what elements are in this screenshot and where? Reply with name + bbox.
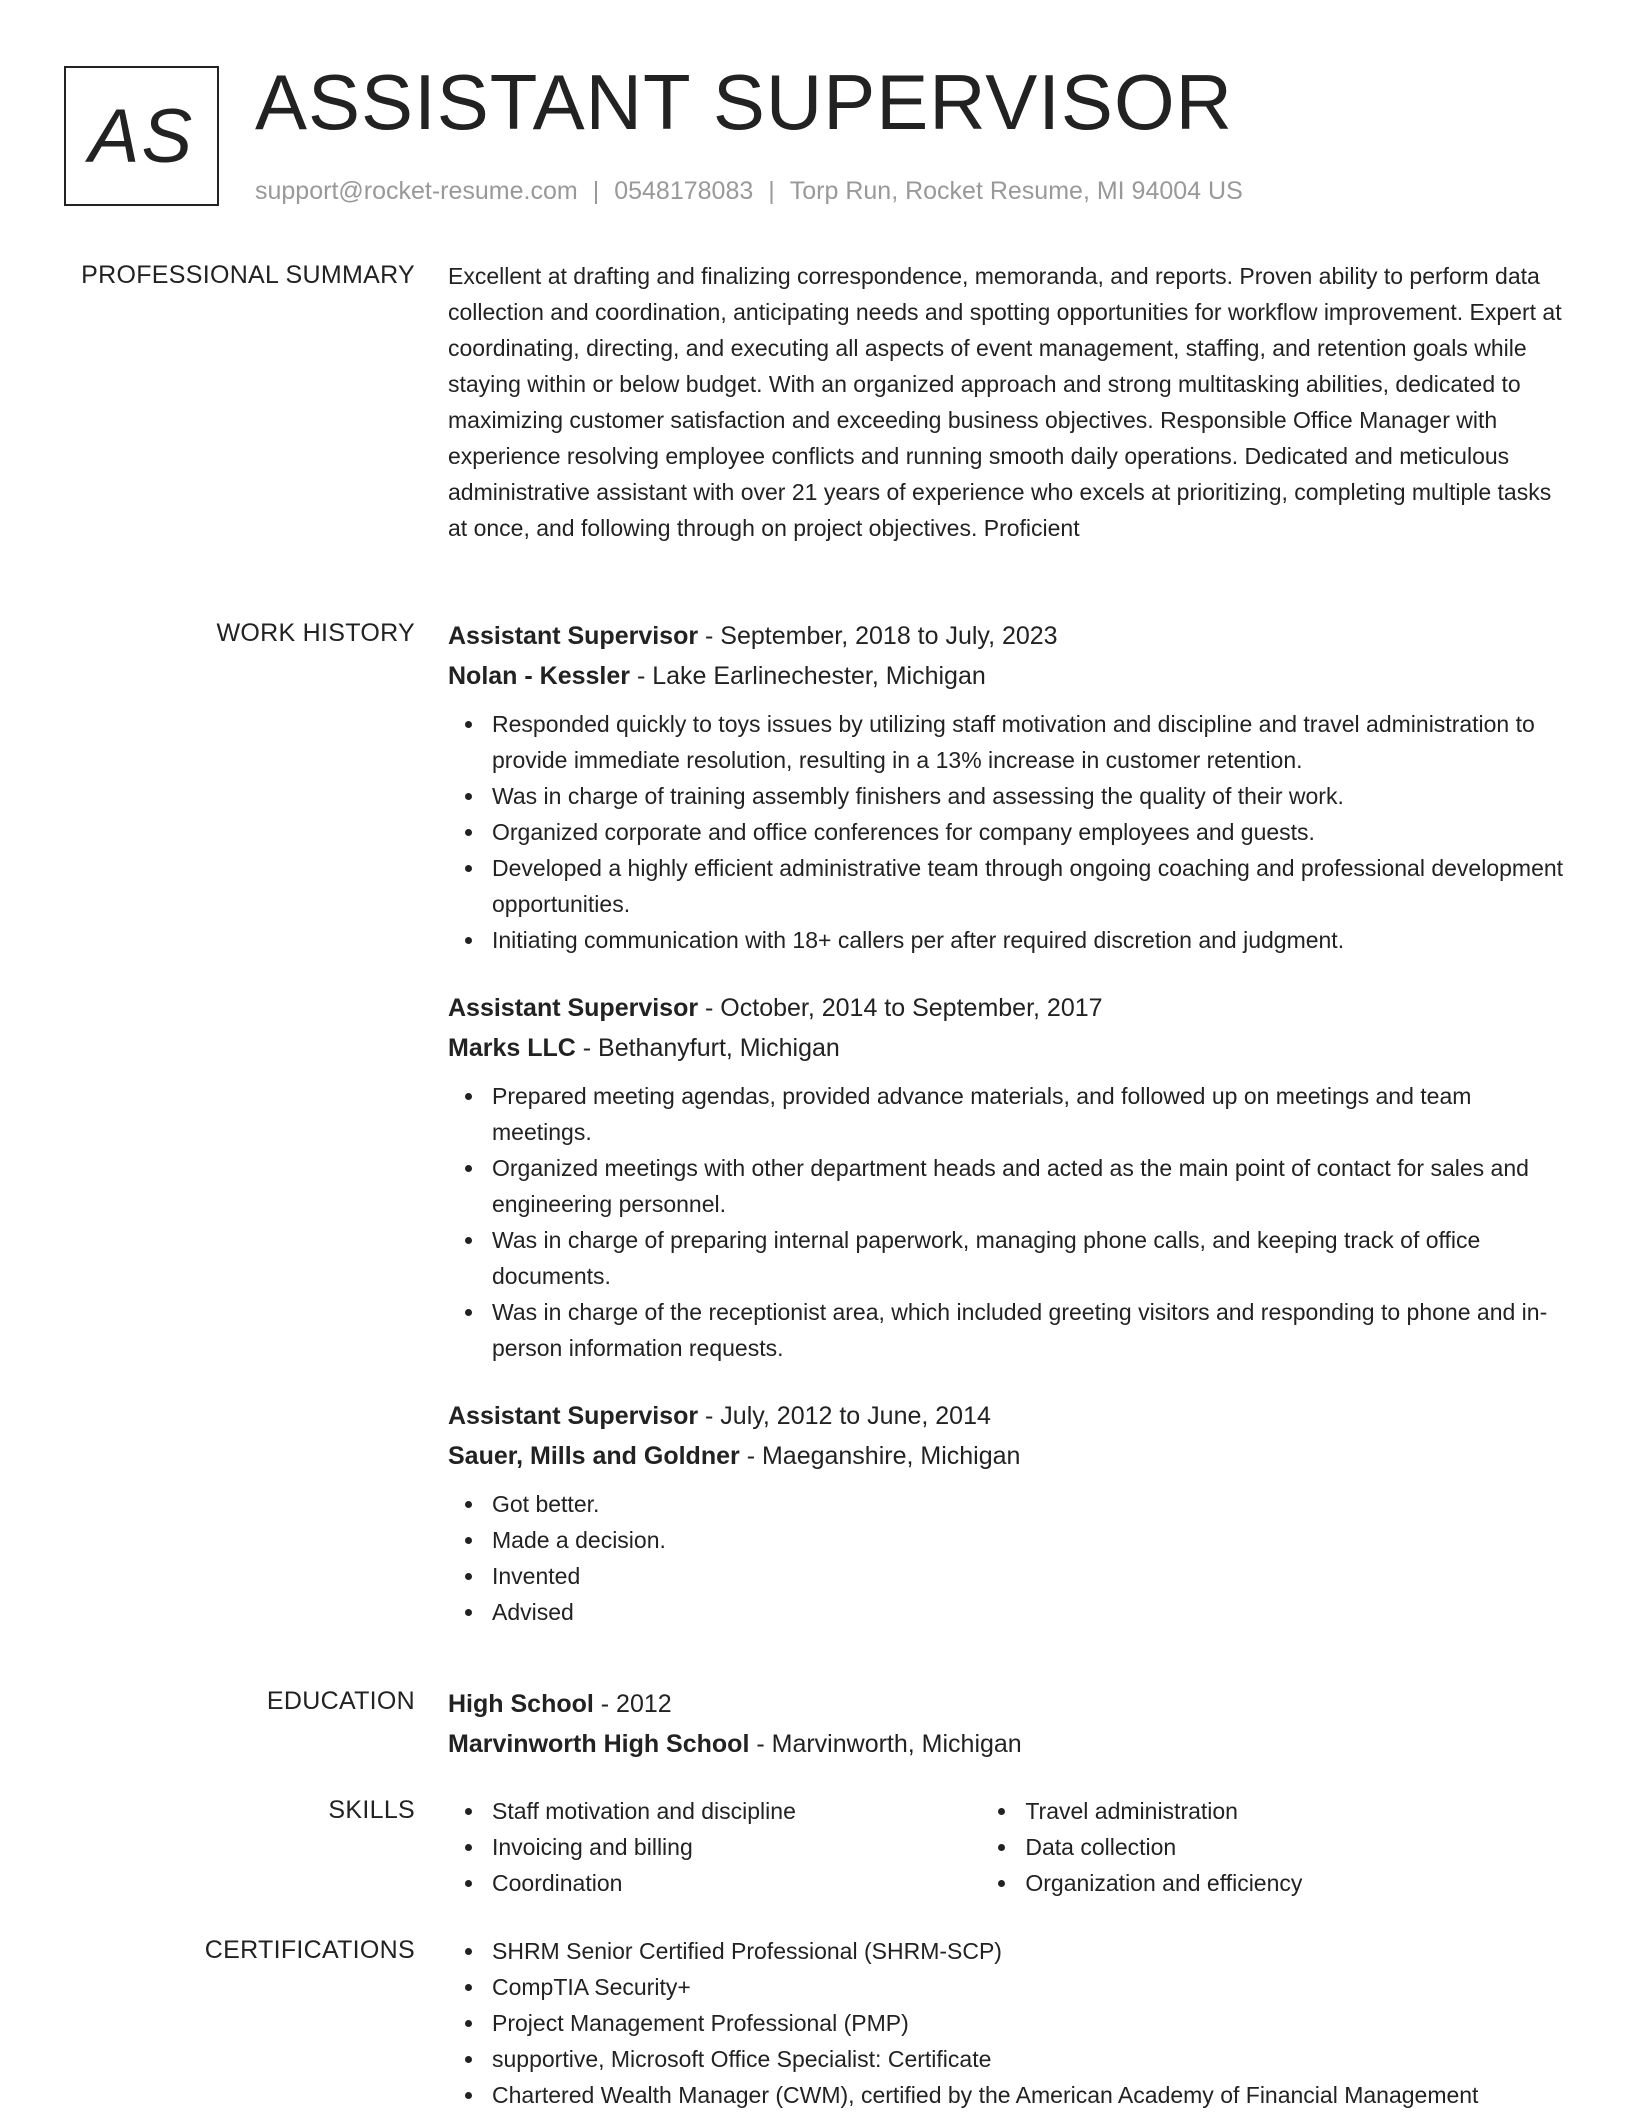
- list-item: Developed a highly efficient administrative team through ongoing coaching and professional development opportunities.: [492, 850, 1568, 922]
- job-company-line: [448, 656, 1568, 696]
- list-item: Organized meetings with other department heads and acted as the main point of contact for sales and engineering personnel.: [492, 1150, 1568, 1222]
- job-title-line: [448, 1396, 1568, 1436]
- list-item: Made a decision.: [492, 1522, 1568, 1558]
- job-dates: - July, 2012 to June, 2014: [698, 1402, 991, 1430]
- monogram-initials: AS: [88, 93, 195, 179]
- list-item: Invented: [492, 1558, 1568, 1594]
- job-location: - Maeganshire, Michigan: [739, 1442, 1021, 1470]
- list-item: Staff motivation and discipline: [492, 1793, 981, 1829]
- list-item: Initiating communication with 18+ callers per after required discretion and judgment.: [492, 922, 1568, 958]
- job-bullets: [448, 706, 1568, 958]
- contact-phone[interactable]: 0548178083: [614, 177, 754, 205]
- section-label-education: EDUCATION: [266, 1687, 415, 1715]
- education-location: - Marvinworth, Michigan: [749, 1730, 1022, 1758]
- education-degree-line: [448, 1684, 1568, 1724]
- list-item: Advised: [492, 1594, 1568, 1630]
- skills-column-1: [448, 1793, 981, 1901]
- job-location: - Lake Earlinechester, Michigan: [630, 662, 986, 690]
- job-company: Nolan - Kessler: [448, 662, 631, 690]
- job-company: Sauer, Mills and Goldner: [448, 1442, 740, 1470]
- section-label-summary: PROFESSIONAL SUMMARY: [81, 261, 415, 289]
- job-title: Assistant Supervisor: [448, 994, 699, 1022]
- list-item: Prepared meeting agendas, provided advance materials, and followed up on meetings and team meetings.: [492, 1078, 1568, 1150]
- job-title: Assistant Supervisor: [448, 1402, 699, 1430]
- job-company-line: [448, 1028, 1568, 1068]
- section-label-work-history: WORK HISTORY: [216, 619, 415, 647]
- job-entry: [448, 1396, 1568, 1630]
- job-entry: [448, 988, 1568, 1366]
- job-company-line: [448, 1436, 1568, 1476]
- contact-email[interactable]: support@rocket-resume.com: [255, 177, 578, 205]
- monogram-box: [64, 66, 219, 206]
- list-item: Project Management Professional (PMP): [492, 2005, 1568, 2041]
- job-title: Assistant Supervisor: [448, 622, 699, 650]
- contact-separator: |: [592, 177, 600, 205]
- list-item: Organization and efficiency: [1025, 1865, 1568, 1901]
- education-school-line: [448, 1724, 1568, 1764]
- list-item: Responded quickly to toys issues by utilizing staff motivation and discipline and travel administration to provide immediate resolution, resulting in a 13% increase in customer retention.: [492, 706, 1568, 778]
- list-item: Coordination: [492, 1865, 981, 1901]
- list-item: Was in charge of the receptionist area, which included greeting visitors and responding to phone and in-person information requests.: [492, 1294, 1568, 1366]
- list-item: Was in charge of training assembly finishers and assessing the quality of their work.: [492, 778, 1568, 814]
- job-location: - Bethanyfurt, Michigan: [575, 1034, 840, 1062]
- contact-address: Torp Run, Rocket Resume, MI 94004 US: [789, 177, 1243, 205]
- list-item: Was in charge of preparing internal paperwork, managing phone calls, and keeping track of office documents.: [492, 1222, 1568, 1294]
- skills-column-2: [981, 1793, 1568, 1901]
- list-item: SHRM Senior Certified Professional (SHRM-SCP): [492, 1933, 1568, 1969]
- list-item: Chartered Wealth Manager (CWM), certified by the American Academy of Financial Management: [492, 2077, 1568, 2113]
- section-label-skills: SKILLS: [328, 1796, 415, 1824]
- candidate-name: ASSISTANT SUPERVISOR: [255, 58, 1233, 146]
- list-item: supportive, Microsoft Office Specialist: Certificate: [492, 2041, 1568, 2077]
- education-year: - 2012: [593, 1690, 672, 1718]
- job-company: Marks LLC: [448, 1034, 576, 1062]
- job-dates: - September, 2018 to July, 2023: [698, 622, 1058, 650]
- summary-text: Excellent at drafting and finalizing correspondence, memoranda, and reports. Proven ability to perform data collection and coordination, anticipating needs and spotting opportunities for workflow improvement. Expert at coordinating, directing, and executing all aspects of event management, staffing, and retention goals while staying within or below budget. With an organized approach and strong multitasking abilities, dedicated to maximizing customer satisfaction and exceeding business objectives. Responsible Office Manager with experience resolving employee conflicts and running smooth daily operations. Dedicated and meticulous administrative assistant with over 21 years of experience who excels at prioritizing, completing multiple tasks at once, and following through on project objectives. Proficient: [448, 263, 1562, 541]
- job-title-line: [448, 988, 1568, 1028]
- section-label-certifications: CERTIFICATIONS: [204, 1936, 415, 1964]
- list-item: CompTIA Security+: [492, 1969, 1568, 2005]
- job-dates: - October, 2014 to September, 2017: [698, 994, 1103, 1022]
- list-item: Got better.: [492, 1486, 1568, 1522]
- skills-grid: [448, 1793, 1568, 1901]
- education-school: Marvinworth High School: [448, 1730, 750, 1758]
- education-degree: High School: [448, 1690, 594, 1718]
- list-item: Travel administration: [1025, 1793, 1568, 1829]
- list-item: Data collection: [1025, 1829, 1568, 1865]
- job-entry: [448, 616, 1568, 958]
- job-bullets: [448, 1486, 1568, 1630]
- job-bullets: [448, 1078, 1568, 1366]
- certifications-list: [448, 1933, 1568, 2113]
- contact-separator: |: [768, 177, 775, 205]
- contact-line: [255, 175, 1243, 207]
- job-title-line: [448, 616, 1568, 656]
- list-item: Invoicing and billing: [492, 1829, 981, 1865]
- list-item: Organized corporate and office conferences for company employees and guests.: [492, 814, 1568, 850]
